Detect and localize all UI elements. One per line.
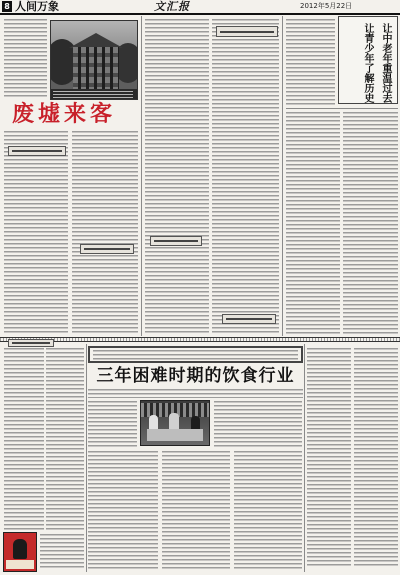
photo-counter [147,429,203,441]
lead-box [88,346,303,363]
photo-caption [53,91,133,98]
feature-title-line: 让中老年重温过去 [380,23,391,103]
article-text-column [4,19,47,99]
article-text-column [286,19,335,107]
article-text-column [307,348,351,568]
feature-title-box [338,16,398,104]
article-text-column [343,112,398,334]
article-text-column [46,348,84,530]
article-text-column [234,451,302,569]
article-text-column [72,131,138,334]
column-rule [282,16,283,336]
column-rule [304,344,305,572]
article-text-column [214,401,302,447]
shop-photo [140,400,210,446]
stamp-base [6,560,34,569]
column-rule [86,344,87,572]
stamp-figure [13,539,27,559]
page-number: 8 [2,1,12,12]
section-title: 人间万象 [15,0,59,13]
header-rule [0,13,400,15]
feature-title-line: 让青少年了解历史 [362,23,373,103]
section-divider [0,337,400,342]
subheading-box [150,236,202,246]
article-text-column [145,19,209,334]
section-rule [286,108,398,109]
photo-building [73,47,119,91]
article-text-column [4,348,44,530]
photo-roof [69,33,123,48]
building-photo [50,20,138,100]
subheading-box [80,244,134,254]
stamp-image [3,532,37,572]
article-text-column [4,131,68,334]
article-title-ruins: 废墟来客 [12,102,117,127]
article-text-column [212,19,279,334]
article-text-column [162,451,230,569]
article-text-column [88,451,158,569]
article-text-column [354,348,398,568]
article-text-column [88,401,137,447]
column-rule [141,16,142,336]
masthead: 文汇报 [154,0,190,13]
article-text-column [88,389,303,398]
subheading-box [222,314,276,324]
article-title-food-trade: 三年困难时期的饮食行业 [96,366,295,386]
article-text-column [40,534,84,570]
article-text-column [286,112,340,334]
subheading-box [8,339,54,347]
subheading-box [8,146,66,156]
subheading-box [216,26,278,37]
issue-date: 2012年5月22日 [300,2,353,10]
lead-text [93,350,298,360]
